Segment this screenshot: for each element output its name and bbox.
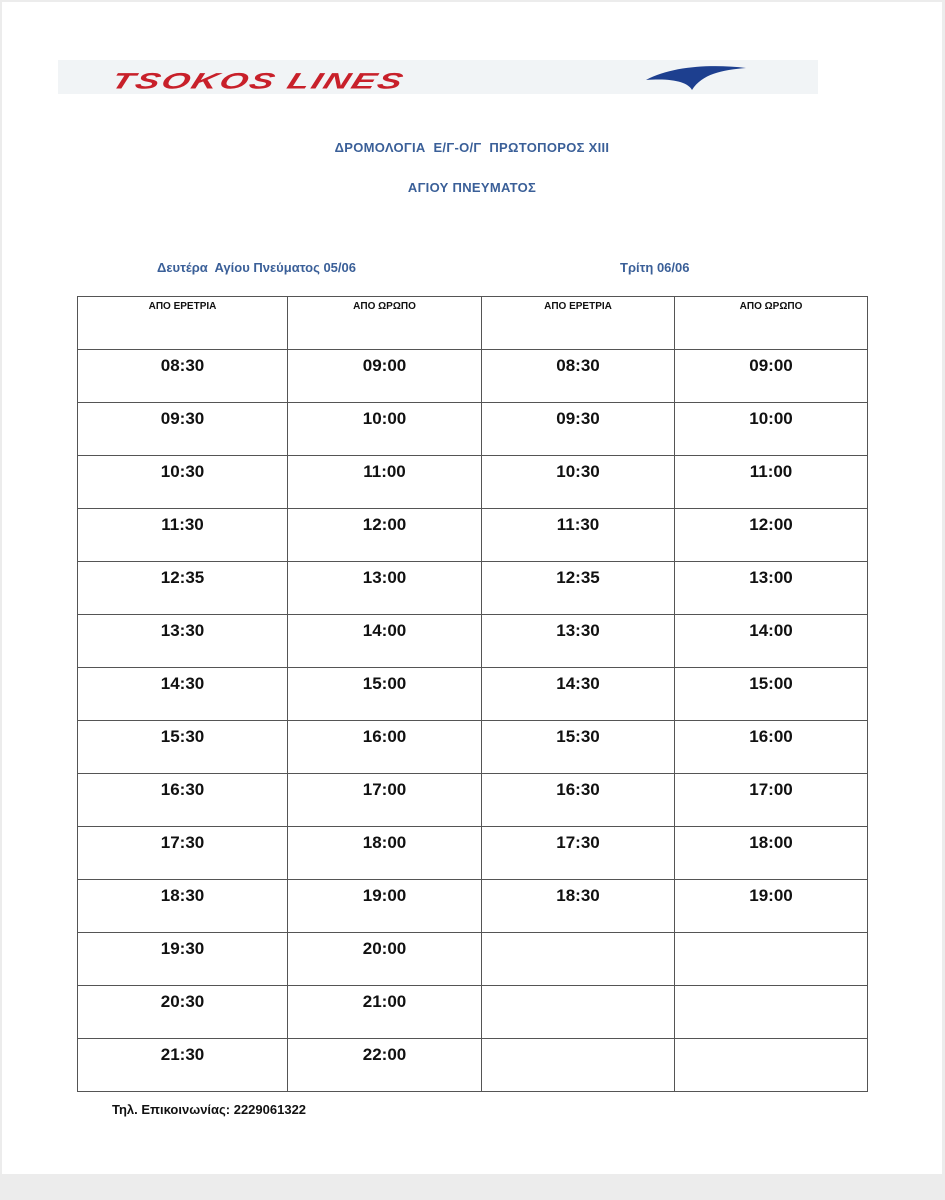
time-cell: 14:00 — [288, 615, 482, 668]
time-cell — [675, 986, 868, 1039]
time-cell: 19:00 — [288, 880, 482, 933]
table-row — [78, 615, 868, 668]
time-cell: 10:30 — [78, 456, 288, 509]
header-cell: ΑΠΟ ΩΡΩΠΟ — [675, 297, 868, 350]
table-row — [78, 350, 868, 403]
time-cell: 12:35 — [78, 562, 288, 615]
time-cell: 13:30 — [78, 615, 288, 668]
day-label-monday: Δευτέρα Αγίου Πνεύματος 05/06 — [157, 260, 356, 275]
header-cell: ΑΠΟ ΩΡΩΠΟ — [288, 297, 482, 350]
schedule-table — [77, 296, 868, 1092]
time-cell — [675, 933, 868, 986]
company-logo: TSOKOS LINES — [107, 67, 409, 94]
time-cell: 18:00 — [288, 827, 482, 880]
document-page — [2, 2, 942, 1174]
time-cell: 16:00 — [675, 721, 868, 774]
time-cell: 16:30 — [78, 774, 288, 827]
time-cell: 09:00 — [288, 350, 482, 403]
time-cell — [482, 986, 675, 1039]
time-cell: 19:30 — [78, 933, 288, 986]
time-cell: 12:00 — [288, 509, 482, 562]
table-row — [78, 880, 868, 933]
table-row — [78, 1039, 868, 1092]
time-cell: 22:00 — [288, 1039, 482, 1092]
time-cell: 16:30 — [482, 774, 675, 827]
time-cell: 10:00 — [288, 403, 482, 456]
logo-swoosh-icon — [642, 60, 752, 94]
time-cell: 11:00 — [675, 456, 868, 509]
time-cell — [675, 1039, 868, 1092]
page-title: ΔΡΟΜΟΛΟΓΙΑ Ε/Γ-Ο/Γ ΠΡΩΤΟΠΟΡΟΣ ΧΙΙΙ — [334, 140, 610, 155]
time-cell: 11:30 — [482, 509, 675, 562]
time-cell: 18:30 — [78, 880, 288, 933]
table-row — [78, 933, 868, 986]
time-cell: 21:30 — [78, 1039, 288, 1092]
time-cell: 09:30 — [482, 403, 675, 456]
table-row — [78, 827, 868, 880]
time-cell: 13:30 — [482, 615, 675, 668]
time-cell: 14:30 — [78, 668, 288, 721]
time-cell: 17:00 — [675, 774, 868, 827]
contact-phone: Τηλ. Επικοινωνίας: 2229061322 — [112, 1102, 307, 1117]
time-cell: 15:00 — [675, 668, 868, 721]
time-cell: 15:30 — [482, 721, 675, 774]
table-header-row — [78, 297, 868, 350]
time-cell: 14:00 — [675, 615, 868, 668]
time-cell: 18:00 — [675, 827, 868, 880]
time-cell: 13:00 — [288, 562, 482, 615]
table-row — [78, 509, 868, 562]
time-cell: 15:00 — [288, 668, 482, 721]
time-cell: 15:30 — [78, 721, 288, 774]
time-cell: 09:00 — [675, 350, 868, 403]
time-cell: 11:00 — [288, 456, 482, 509]
table-row — [78, 774, 868, 827]
page-subtitle: ΑΓΙΟΥ ΠΝΕΥΜΑΤΟΣ — [407, 180, 537, 195]
time-cell: 16:00 — [288, 721, 482, 774]
time-cell: 19:00 — [675, 880, 868, 933]
header-cell: ΑΠΟ ΕΡΕΤΡΙΑ — [78, 297, 288, 350]
time-cell: 08:30 — [482, 350, 675, 403]
time-cell: 13:00 — [675, 562, 868, 615]
table-row — [78, 721, 868, 774]
time-cell — [482, 933, 675, 986]
table-row — [78, 456, 868, 509]
time-cell: 17:30 — [78, 827, 288, 880]
table-row — [78, 986, 868, 1039]
time-cell: 12:35 — [482, 562, 675, 615]
table-row — [78, 562, 868, 615]
time-cell: 12:00 — [675, 509, 868, 562]
time-cell: 10:00 — [675, 403, 868, 456]
time-cell: 08:30 — [78, 350, 288, 403]
time-cell: 11:30 — [78, 509, 288, 562]
time-cell: 10:30 — [482, 456, 675, 509]
day-label-tuesday: Τρίτη 06/06 — [620, 260, 690, 275]
time-cell: 18:30 — [482, 880, 675, 933]
time-cell: 20:30 — [78, 986, 288, 1039]
time-cell: 21:00 — [288, 986, 482, 1039]
table-row — [78, 403, 868, 456]
time-cell: 09:30 — [78, 403, 288, 456]
time-cell: 17:00 — [288, 774, 482, 827]
table-row — [78, 668, 868, 721]
header-cell: ΑΠΟ ΕΡΕΤΡΙΑ — [482, 297, 675, 350]
time-cell: 20:00 — [288, 933, 482, 986]
time-cell: 17:30 — [482, 827, 675, 880]
time-cell — [482, 1039, 675, 1092]
time-cell: 14:30 — [482, 668, 675, 721]
